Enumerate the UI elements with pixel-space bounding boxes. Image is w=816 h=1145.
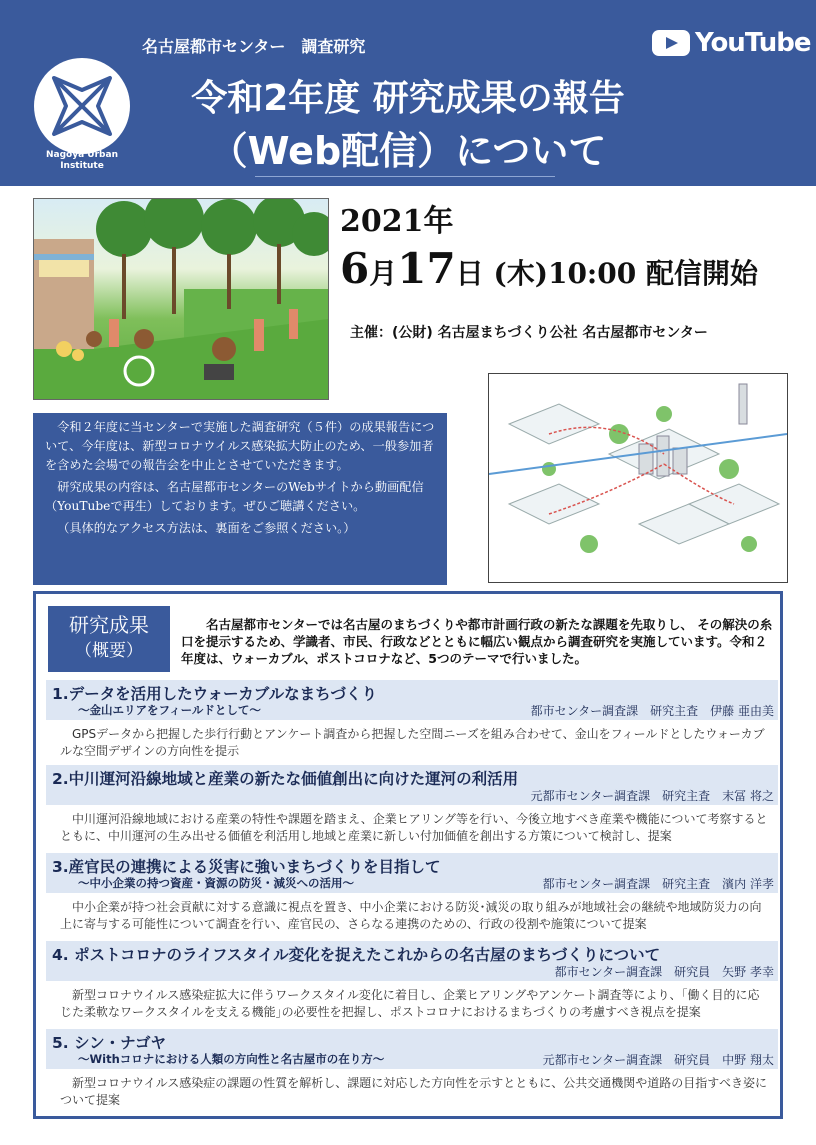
result-author: 都市センター調査課 研究主査 伊藤 亜由美 xyxy=(530,704,774,718)
intro-box xyxy=(33,413,447,585)
result-item-5 xyxy=(46,1029,778,1109)
result-header xyxy=(46,941,778,981)
result-body: 中小企業が持つ社会貢献に対する意識に視点を置き、中小企業における防災･減災の取り組みが地域社会の継続や地域防災力の向上に寄与する可能性について調査を行い、産官民の、さらなる連携のための、行政の役割や施策について提案 xyxy=(60,900,762,931)
result-subtitle: ～金山エリアをフィールドとして～ xyxy=(78,703,261,717)
result-author: 元都市センター調査課 研究主査 末冨 将之 xyxy=(530,789,774,803)
result-item-2 xyxy=(46,765,778,845)
result-title: 5. シン・ナゴヤ xyxy=(52,1034,167,1052)
logo-text-line2: Institute xyxy=(60,161,104,171)
park-street-image xyxy=(34,199,328,399)
results-section xyxy=(33,591,783,1119)
result-body: 新型コロナウイルス感染症拡大に伴うワークスタイル変化に着目し、企業ヒアリングやアンケート調査等により、｢働く目的に応じた柔軟なワークスタイルを支える機能｣の必要性を把握し、ポストコロナにおけるまちづくりの考慮すべき視点を提案 xyxy=(60,988,760,1019)
result-author: 元都市センター調査課 研究員 中野 翔太 xyxy=(542,1053,774,1067)
header-divider xyxy=(255,176,555,177)
youtube-play-icon xyxy=(652,30,690,56)
result-item-4 xyxy=(46,941,778,1021)
city-diagram xyxy=(488,373,788,583)
event-datetime xyxy=(340,244,758,293)
event-day: 17 xyxy=(397,244,456,293)
event-year: 2021年 xyxy=(340,204,454,239)
youtube-logo xyxy=(652,28,810,58)
event-weekday-time: (木)10:00 配信開始 xyxy=(493,257,758,290)
results-label xyxy=(48,606,170,672)
intro-paragraph-3: （具体的なアクセス方法は、裏面をご参照ください。） xyxy=(57,521,356,535)
result-header xyxy=(46,1029,778,1069)
result-body: 中川運河沿線地域における産業の特性や課題を踏まえ、企業ヒアリング等を行い、今後立地すべき産業や機能について考察するとともに、中川運河の生み出せる価値を利活用し地域と産業に新しい付加価値を創出する方策について検討し、提案 xyxy=(60,812,768,843)
results-intro: 名古屋都市センターでは名古屋のまちづくりや都市計画行政の新たな課題を先取りし、 その解決の糸口を提示するため、学識者、市民、行政などとともに幅広い観点から調査研究を実施しています。令和２年度は、ウォーカブル、ポストコロナなど、5つのテーマで行いました。 xyxy=(181,617,773,666)
results-label-sub: （概要） xyxy=(75,641,143,661)
result-header xyxy=(46,765,778,805)
result-subtitle: ～中小企業の持つ資産・資源の防災・減災への活用～ xyxy=(78,876,354,890)
org-label: 名古屋都市センター 調査研究 xyxy=(142,37,366,56)
result-subtitle: ～Withコロナにおける人類の方向性と名古屋市の在り方～ xyxy=(78,1052,385,1066)
isometric-city-image xyxy=(489,374,787,582)
results-label-main: 研究成果 xyxy=(69,613,149,637)
logo-text-line1: Nagoya Urban xyxy=(46,150,118,160)
page-title-line1: 令和2年度 研究成果の報告 xyxy=(191,78,625,119)
result-header xyxy=(46,853,778,893)
result-title: 2.中川運河沿線地域と産業の新たな価値創出に向けた運河の利活用 xyxy=(52,770,519,788)
result-title: 3.産官民の連携による災害に強いまちづくりを目指して xyxy=(52,858,441,876)
event-day-unit: 日 xyxy=(455,257,484,290)
header-banner xyxy=(0,0,816,186)
intro-paragraph-2: 研究成果の内容は、名古屋都市センターのWebサイトから動画配信（YouTubeで再生）しております。ぜひご聴講ください。 xyxy=(45,480,424,513)
result-item-1 xyxy=(46,680,778,760)
result-title: 4. ポストコロナのライフスタイル変化を捉えたこれからの名古屋のまちづくりについて xyxy=(52,946,661,964)
street-illustration xyxy=(33,198,329,400)
page-title-line2: （Web配信）について xyxy=(209,129,607,173)
result-header xyxy=(46,680,778,720)
result-body: GPSデータから把握した歩行行動とアンケート調査から把握した空間ニーズを組み合わせて、金山をフィールドとしたウォーカブルな空間デザインの方向性を提示 xyxy=(60,727,765,758)
result-body: 新型コロナウイルス感染症の課題の性質を解析し、課題に対応した方向性を示すとともに、公共交通機関や道路の目指すべき姿について提案 xyxy=(60,1076,768,1107)
organizer: 主催：(公財) 名古屋まちづくり公社 名古屋都市センター xyxy=(350,325,708,341)
youtube-wordmark: YouTube xyxy=(695,28,811,58)
result-author: 都市センター調査課 研究主査 濱内 洋孝 xyxy=(542,877,774,891)
result-item-3 xyxy=(46,853,778,933)
result-author: 都市センター調査課 研究員 矢野 孝幸 xyxy=(554,965,774,979)
event-month-unit: 月 xyxy=(369,257,398,290)
result-title: 1.データを活用したウォーカブルなまちづくり xyxy=(52,685,377,703)
event-month: 6 xyxy=(340,244,370,293)
intro-paragraph-1: 令和２年度に当センターで実施した調査研究（５件）の成果報告について、今年度は、新型コロナウイルス感染拡大防止のため、一般参加者を含めた会場での報告会を中止とさせていただきます。 xyxy=(45,420,435,472)
